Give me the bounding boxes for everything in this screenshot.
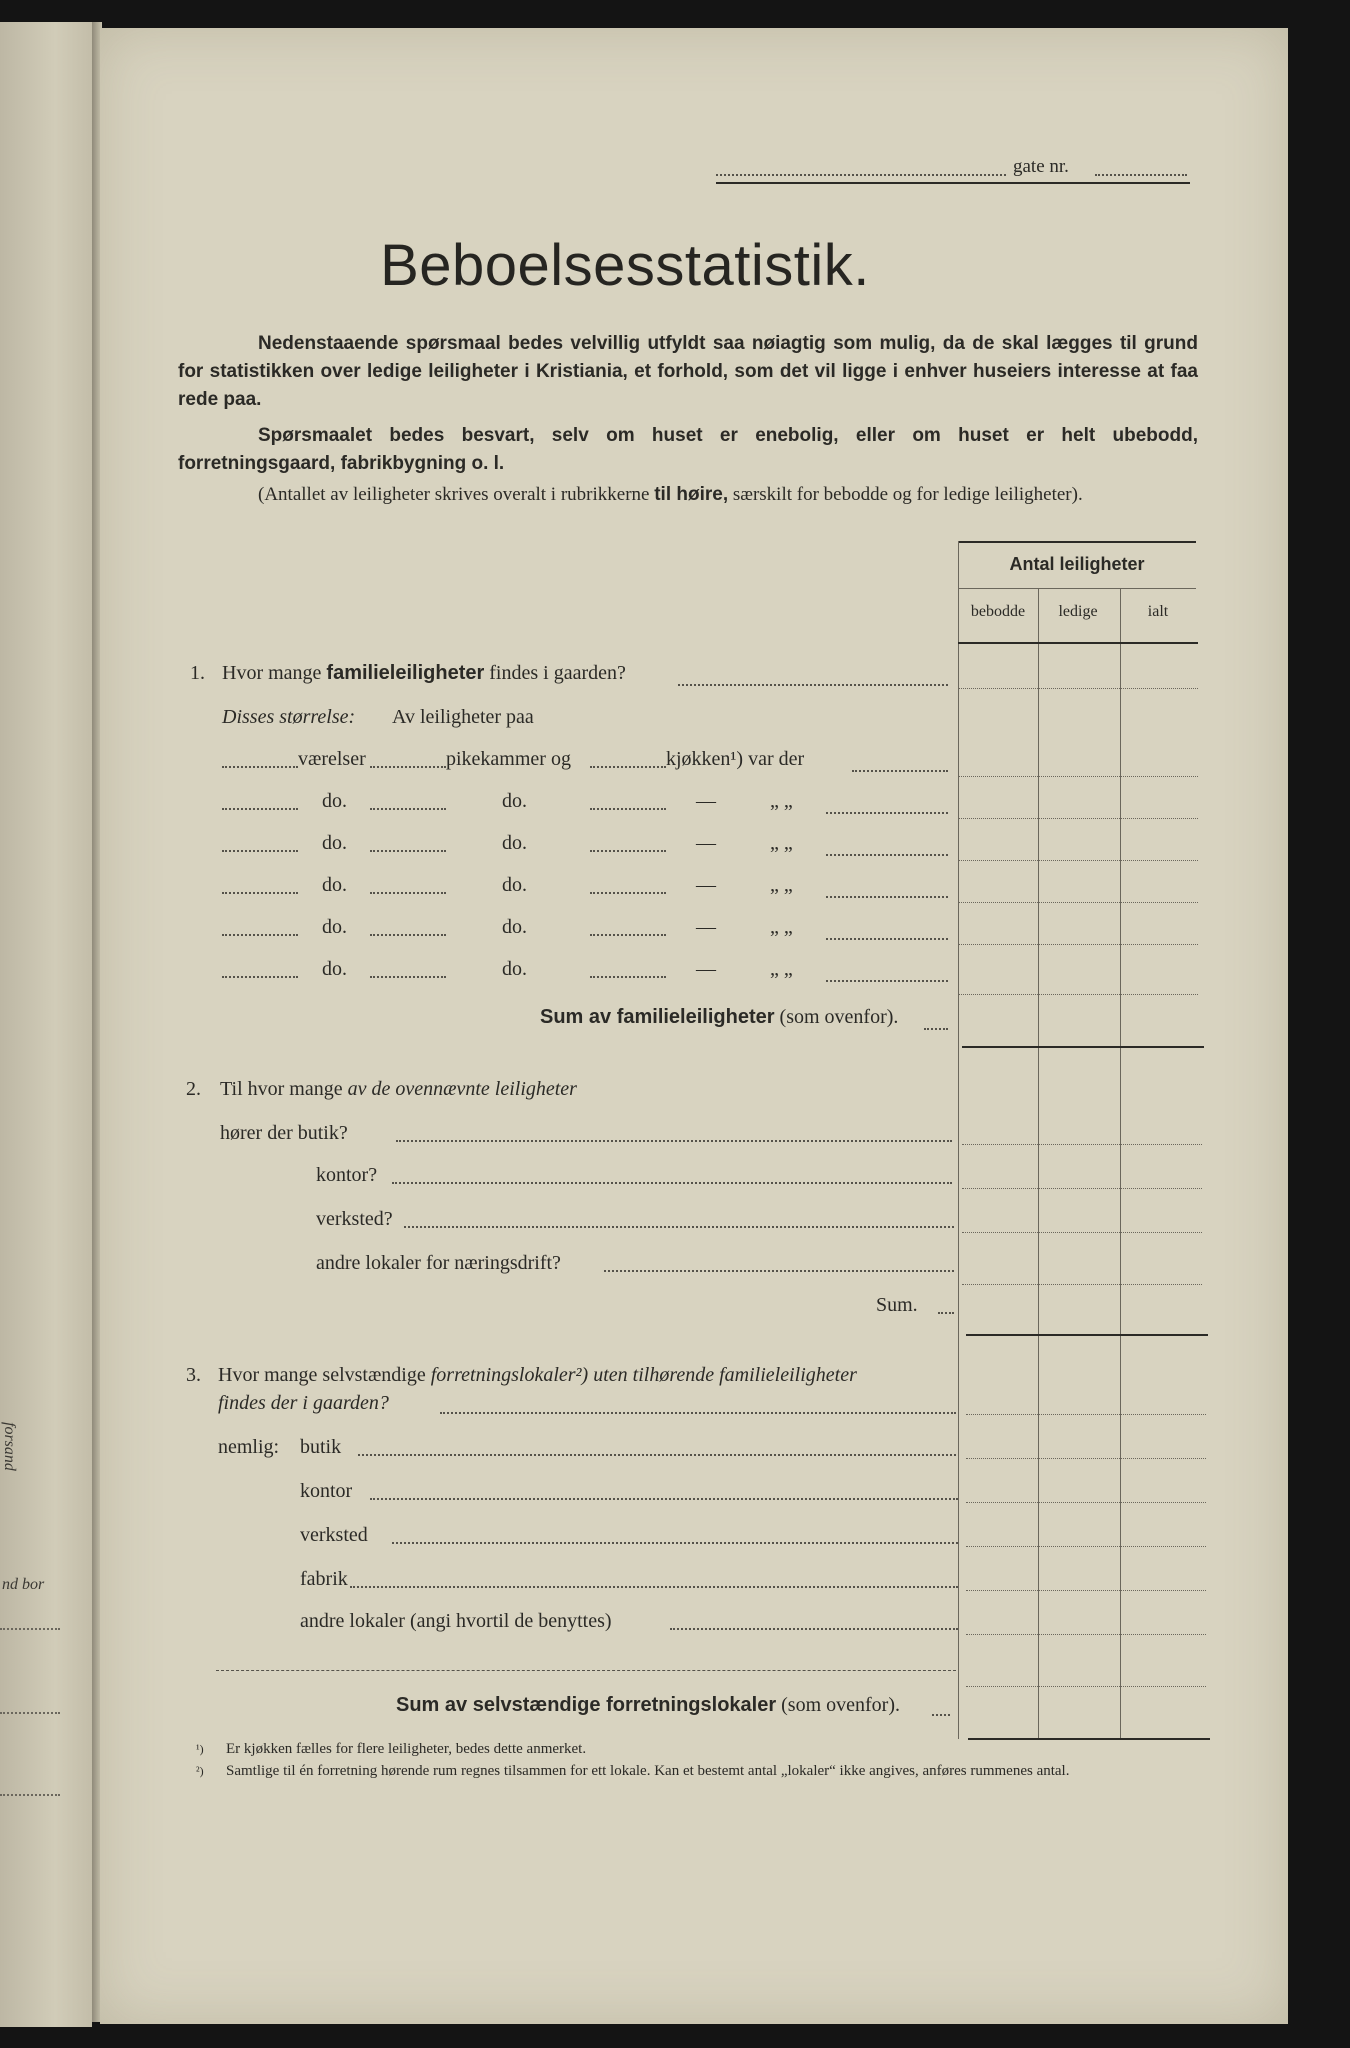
table-row-rule (958, 944, 1198, 945)
q1-question: Hvor mange familieleiligheter findes i gaarden? (222, 662, 626, 684)
ditto-rooms: do. (322, 790, 347, 812)
q2-number: 2. (186, 1078, 201, 1100)
q1-size-text: Av leiligheter paa (392, 706, 534, 728)
ditto-rooms: do. (322, 832, 347, 854)
q1-leader-dots (678, 684, 948, 686)
leader-dots (670, 1628, 958, 1630)
left-facing-page (0, 22, 92, 2027)
maid-room-field[interactable] (370, 934, 446, 936)
table-row-rule (958, 902, 1198, 903)
leader-dots (440, 1412, 956, 1414)
left-page-dotted-line (0, 1794, 60, 1796)
maid-room-field[interactable] (370, 808, 446, 810)
q3-other-label: andre lokaler (angi hvortil de benyttes) (300, 1610, 612, 1632)
q3-shop-label: butik (300, 1436, 342, 1458)
q2-workshop-label: verksted? (316, 1208, 393, 1230)
kitchen-field[interactable] (590, 892, 666, 894)
column-header-bebodde: bebodde (970, 603, 1026, 620)
ditto-quotes: „ „ (770, 790, 793, 812)
q3-office-label: kontor (300, 1480, 353, 1502)
ditto-dash: — (696, 790, 716, 812)
table-header-rule (958, 642, 1198, 644)
q1-size-label: Disses størrelse: (222, 706, 356, 728)
left-page-dotted-line (0, 1628, 60, 1630)
leader-dots (370, 1498, 958, 1500)
leader-dots (932, 1714, 950, 1716)
street-name-field[interactable] (716, 174, 1006, 176)
q3-question: Hvor mange selvstændige forretningslokaler²) uten tilhørende familieleiligheter (218, 1364, 857, 1386)
table-row-rule (962, 1188, 1202, 1189)
ditto-maid-room: do. (502, 916, 527, 938)
ditto-dash: — (696, 874, 716, 896)
left-page-dotted-line (0, 1712, 60, 1714)
rooms-field[interactable] (222, 934, 298, 936)
page-title: Beboelsesstatistik. (380, 233, 870, 298)
maid-room-field[interactable] (370, 976, 446, 978)
intro-paragraph-3: (Antallet av leiligheter skrives overalt i rubrikkerne til høire, særskilt for bebodde og for ledige leiligheter). (258, 484, 1083, 505)
table-column-divider (1038, 588, 1039, 1738)
leader-dots (404, 1226, 954, 1228)
leader-dots (826, 896, 948, 898)
maid-room-field[interactable] (370, 850, 446, 852)
ditto-rooms: do. (322, 874, 347, 896)
table-row-rule (958, 688, 1198, 689)
leader-dots (852, 770, 948, 772)
column-header-ialt: ialt (1147, 603, 1169, 620)
q2-other-label: andre lokaler for næringsdrift? (316, 1252, 561, 1274)
leader-dots (826, 812, 948, 814)
maid-room-field[interactable] (370, 892, 446, 894)
intro-paragraph-2: Spørsmaalet bedes besvart, selv om huset er enebolig, eller om huset er helt ubebodd, forretningsgaard, fabrikbygning o. l. (178, 425, 1198, 474)
leader-dots (396, 1140, 952, 1142)
leader-dots (938, 1312, 954, 1314)
header-rule (716, 182, 1190, 184)
q3-description-field[interactable] (216, 1670, 956, 1671)
left-page-fragment-vertical: forsand (1, 1422, 18, 1471)
q2-sum-label: Sum. (876, 1294, 918, 1316)
ditto-quotes: „ „ (770, 832, 793, 854)
ditto-dash: — (696, 916, 716, 938)
rooms-field[interactable] (222, 766, 298, 768)
leader-dots (826, 980, 948, 982)
table-row-rule (966, 1590, 1206, 1591)
rooms-field[interactable] (222, 850, 298, 852)
ditto-maid-room: do. (502, 790, 527, 812)
table-row-rule (966, 1502, 1206, 1503)
q1-number: 1. (190, 662, 205, 684)
rooms-label: værelser (298, 748, 366, 770)
kitchen-field[interactable] (590, 808, 666, 810)
leader-dots (358, 1454, 956, 1456)
leader-dots (924, 1028, 948, 1030)
rooms-field[interactable] (222, 808, 298, 810)
q3-number: 3. (186, 1364, 201, 1386)
intro-paragraph-1: Nedenstaaende spørsmaal bedes velvillig utfyldt saa nøiagtig som mulig, da de skal lægges til grund for statistikken over ledige leiligheter i Kristiania, et forhold, som det vil ligge i enhver huseiers interesse at faa rede paa. (178, 333, 1198, 410)
kitchen-field[interactable] (590, 850, 666, 852)
table-row-rule (958, 776, 1198, 777)
table-row-rule (962, 1232, 1202, 1233)
leader-dots (826, 938, 948, 940)
q3-factory-label: fabrik (300, 1568, 348, 1590)
kitchen-field[interactable] (590, 976, 666, 978)
table-title-rule (958, 588, 1196, 589)
maid-room-label: pikekammer og (446, 748, 571, 770)
maid-room-field[interactable] (370, 766, 446, 768)
kitchen-field[interactable] (590, 934, 666, 936)
table-row-rule (958, 860, 1198, 861)
street-number-field[interactable] (1095, 174, 1187, 176)
table-row-rule (966, 1686, 1206, 1687)
q2-office-label: kontor? (316, 1164, 378, 1186)
ditto-quotes: „ „ (770, 916, 793, 938)
street-number-label: gate nr. (1013, 156, 1069, 177)
ditto-rooms: do. (322, 916, 347, 938)
q2-shop-label: hører der butik? (220, 1122, 348, 1144)
rooms-field[interactable] (222, 892, 298, 894)
ditto-maid-room: do. (502, 832, 527, 854)
ditto-maid-room: do. (502, 958, 527, 980)
q2-question: Til hvor mange av de ovennævnte leiligheter (220, 1078, 577, 1100)
footnote-1-mark: ¹) (196, 1742, 204, 1756)
leader-dots (826, 854, 948, 856)
footnote-1: Er kjøkken fælles for flere leiligheter, bedes dette anmerket. (226, 1741, 587, 1757)
table-row-rule (958, 994, 1198, 995)
footnote-2: Samtlige til én forretning hørende rum regnes tilsammen for ett lokale. Kan et bestemt antal „lokaler“ ikke angives, anføres rummenes antal. (226, 1763, 1070, 1779)
leader-dots (350, 1586, 958, 1588)
kitchen-label: kjøkken¹) var der (666, 748, 805, 770)
rooms-field[interactable] (222, 976, 298, 978)
table-section-rule (966, 1334, 1208, 1336)
leader-dots (604, 1270, 954, 1272)
table-row-rule (966, 1546, 1206, 1547)
footnote-2-mark: ²) (196, 1764, 204, 1778)
table-top-rule (958, 541, 1196, 543)
table-row-rule (966, 1414, 1206, 1415)
q3-question-cont: findes der i gaarden? (218, 1392, 389, 1414)
ditto-maid-room: do. (502, 874, 527, 896)
ditto-quotes: „ „ (770, 874, 793, 896)
q3-namely-label: nemlig: (218, 1436, 280, 1458)
left-page-fragment-text: nd bor (2, 1576, 45, 1593)
table-title: Antal leiligheter (1009, 554, 1145, 574)
table-row-rule (958, 818, 1198, 819)
ditto-quotes: „ „ (770, 958, 793, 980)
table-row-rule (962, 1284, 1202, 1285)
leader-dots (392, 1542, 958, 1544)
table-row-rule (966, 1458, 1206, 1459)
kitchen-field[interactable] (590, 766, 666, 768)
q1-sum-label: Sum av familieleiligheter (som ovenfor). (540, 1006, 899, 1028)
column-header-ledige: ledige (1058, 603, 1098, 620)
ditto-dash: — (696, 958, 716, 980)
table-row-rule (962, 1144, 1202, 1145)
leader-dots (392, 1182, 952, 1184)
table-column-divider (1120, 588, 1121, 1738)
q3-workshop-label: verksted (300, 1524, 368, 1546)
table-row-rule (966, 1634, 1206, 1635)
q3-sum-label: Sum av selvstændige forretningslokaler (som ovenfor). (396, 1694, 900, 1716)
table-left-border (958, 541, 959, 1739)
ditto-dash: — (696, 832, 716, 854)
ditto-rooms: do. (322, 958, 347, 980)
table-section-rule (962, 1046, 1204, 1048)
